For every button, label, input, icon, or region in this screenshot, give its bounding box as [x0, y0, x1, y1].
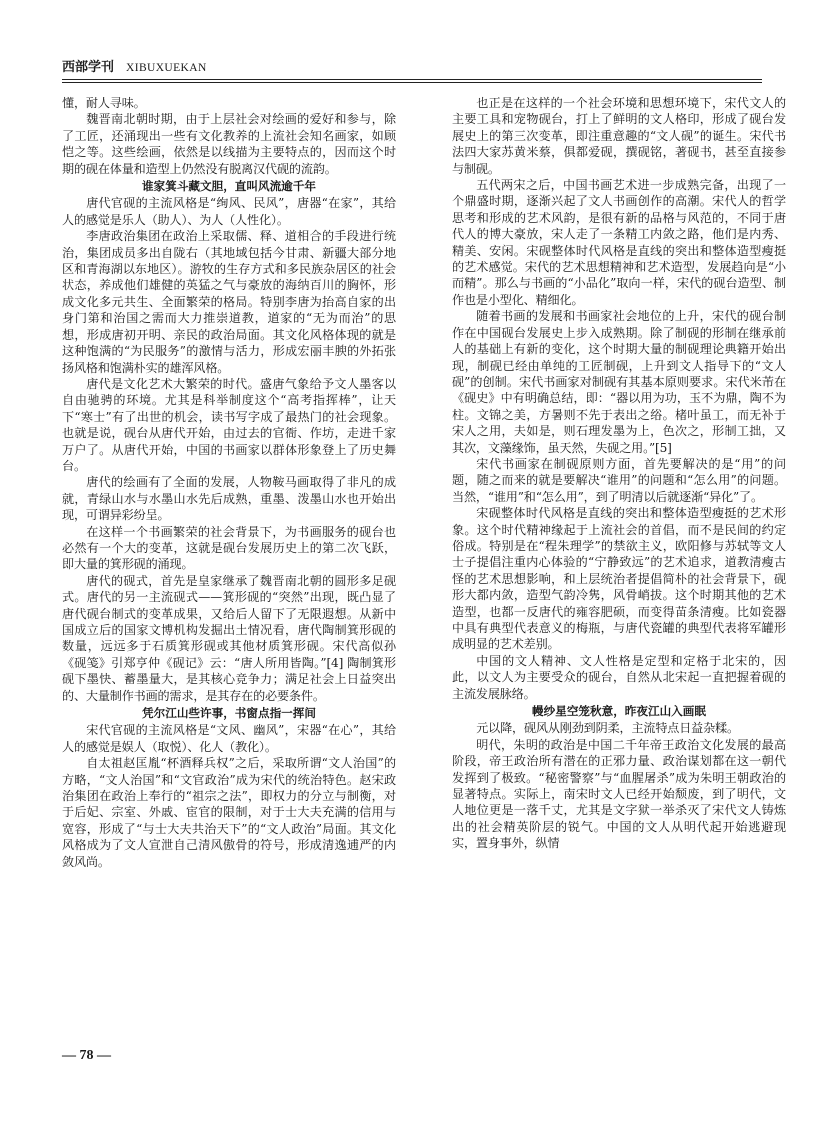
header-rule-thick — [62, 79, 762, 80]
running-header — [62, 56, 762, 78]
paragraph: 宋砚整体时代风格是直线的突出和整体造型瘦挺的艺术形象。这个时代精神缘起于上流社会的首倡，而不是民间的约定俗成。特别是在“程朱理学”的禁欲主义，欧阳修与苏轼等文人士子提倡注重内心体验的“宁静致远”的艺术追求，道教清瘦古怪的艺术思想影响，和上层统治者提倡简朴的社会背景下，砚形大都内敛，造型气韵冷隽，风骨峭拔。这个时期其他的艺术造型，也都一反唐代的雍容肥硕，而变得苗条清瘦。比如瓷器中具有典型代表意义的梅瓶，与唐代瓷罐的典型代表将军罐形成明显的艺术差别。 — [452, 506, 786, 652]
paragraph: 魏晋南北朝时期，由于上层社会对绘画的爱好和参与，除了工匠，还涌现出一些有文化教养的上流社会知名画家，如顾恺之等。这些绘画，依然是以线描为主要特点的，因而这个时期的砚在体量和造型上仍然没有脱离汉代砚的流韵。 — [62, 112, 396, 176]
page-number: — 78 — — [62, 1048, 111, 1063]
paragraph: 元以降，砚风从刚劲到阴柔，主流特点日益杂糅。 — [476, 721, 739, 736]
paragraph: 明代，朱明的政治是中国二千年帝王政治文化发展的最高阶段，帝王政治所有潜在的正邪力量、政治谋划都在这一朝代发挥到了极致。“秘密警察”与“血腥屠杀”成为朱明王朝政治的显著特点。实际上，南宋时文人已经开始颓废，到了明代，文人地位更是一落千丈，尤其是文字狱一举杀灭了宋代文人铸炼出的社会精英阶层的锐气。中国的文人从明代起开始逃避现实，置身事外，纵情 — [452, 737, 786, 851]
paragraph: 随着书画的发展和书画家社会地位的上升，宋代的砚台制作在中国砚台发展史上步入成熟期。除了制砚的形制在继承前人的基础上有新的变化，这个时期大量的制砚理论典籍开始出现，制砚已经由单纯的工匠制砚，上升到文人指导下的“文人砚”的创制。宋代书画家对制砚有其基本原则要求。宋代米芾在《砚史》中有明确总结，即：“器以用为功，玉不为鼎，陶不为柱。文锦之美，方暑则不先于表出之绤。楮叶虽工，而无补于宋人之用，夫如是，则石理发墨为上，色次之，形制工拙，又其次，文藻缘饰，虽天然，失砚之用。”[5] — [452, 309, 786, 455]
paragraph: 唐代的绘画有了全面的发展，人物鞍马画取得了非凡的成就，青绿山水与水墨山水先后成熟，重墨、泼墨山水也开始出现，可谓异彩纷呈。 — [62, 475, 396, 523]
paragraph: 自太祖赵匡胤“杯酒释兵权”之后，采取所谓“文人治国”的方略，“文人治国”和“文官政治”成为宋代的统治特色。赵宋政治集团在政治上奉行的“祖宗之法”，即权力的分立与制衡，对于后妃、宗室、外戚、宦官的限制，对于士大夫充满的信用与宽容，形成了“与士大夫共治天下”的“文人政治”局面。其文化风格成为了文人宣泄自己清风傲骨的符号，形成清逸逋严的内敛风尚。 — [62, 756, 396, 869]
paragraph: 懂，耐人寻味。 — [62, 96, 146, 110]
right-column — [452, 95, 786, 852]
paragraph: 唐代是文化艺术大繁荣的时代。盛唐气象给予文人墨客以自由驰骋的环境。尤其是科举制度这个“高考指挥棒”，让天下“寒士”有了出世的机会，读书写字成了最热门的社会现象。也就是说，砚台从唐代开始，由过去的官衙、作坊，走进千家万户了。从唐代开始，中国的书画家以群体形象登上了历史舞台。 — [62, 376, 396, 473]
paragraph: 中国的文人精神、文人性格是定型和定格于北宋的，因此，以文人为主要受众的砚台，自然从北宋起一直把握着砚的主流发展脉络。 — [452, 653, 786, 701]
paragraph: 唐代的砚式，首先是皇家继承了魏晋南北朝的圆形多足砚式。唐代的另一主流砚式——箕形砚的“突然”出现，既凸显了唐代砚台制式的变革成果，又给后人留下了无限遐想。从新中国成立后的国家文博机构发掘出土情况看，唐代陶制箕形砚的数量，远远多于石质箕形砚或其他材质箕形砚。宋代高似孙《砚笺》引郑亨仲《砚记》云：“唐人所用皆陶。”[4] 陶制箕形砚下墨快、蓄墨量大，是其核心竞争力；满足社会上日益突出的、大量制作书画的需求，是其存在的必要条件。 — [62, 573, 396, 703]
paragraph: 也正是在这样的一个社会环境和思想环境下，宋代文人的主要工具和宠物砚台，打上了鲜明的文人格印，形成了砚台发展史上的第三次变革，即注重意趣的“文人砚”的诞生。宋代书法四大家苏黄米蔡，俱都爱砚，撰砚铭，著砚书，甚至直接参与制砚。 — [452, 96, 786, 176]
header-rule-thin — [62, 82, 762, 83]
journal-title: 西部学刊 — [62, 60, 115, 75]
section-heading: 谁家箕斗藏文胆，直叫风流逾千年 — [142, 179, 316, 194]
section-heading: 凭尔江山些许事，书窗点指一挥间 — [142, 706, 316, 721]
paragraph: 在这样一个书画繁荣的社会背景下，为书画服务的砚台也必然有一个大的变革，这就是砚台发展历史上的第二次飞跃，即大量的箕形砚的涌现。 — [62, 524, 396, 572]
paragraph: 宋代书画家在制砚原则方面，首先要解决的是“用”的问题，随之而来的就是要解决“谁用”的问题和“怎么用”的问题。当然，“谁用”和“怎么用”，到了明清以后就逐渐“异化”了。 — [452, 456, 786, 504]
paragraph: 李唐政治集团在政治上采取儒、释、道相合的手段进行统治，集团成员多出自陇右（其地域包括今甘肃、新疆大部分地区和青海湖以东地区）。游牧的生存方式和多民族杂居区的社会状态，养成他们雄健的英猛之气与豪放的海纳百川的胸怀，形成文化多元共生、全面繁荣的格局。特别李唐为抬高自家的出身门第和治国之需而大力推崇道教，道家的“无为而治”的思想，形成唐初开明、亲民的政治局面。其文化风格体现的就是这种饱满的“为民服务”的激情与活力，形成宏丽丰腴的外拓张扬风格和饱满朴实的雄浑风格。 — [62, 229, 396, 375]
section-heading: 幔纱星空笼秋意，昨夜江山入画眠 — [532, 704, 706, 719]
paragraph: 五代两宋之后，中国书画艺术进一步成熟完备，出现了一个鼎盛时期，逐渐兴起了文人书画创作的高潮。宋代人的哲学思考和形成的艺术风韵，是很有新的品格与风范的，不同于唐代人的博大豪放，宋人走了一条精工内敛之路，他们是内秀、精美、安闲。宋砚整体时代风格是直线的突出和整体造型瘦挺的艺术感觉。宋代的艺术思想精神和艺术造型，发展趋向是“小而精”。那么与书画的“小品化”取向一样，宋代的砚台造型、制作也是小型化、精细化。 — [452, 178, 786, 307]
paragraph: 唐代官砚的主流风格是“绚风、民风”，唐器“在家”，其给人的感觉是乐人（助人）、为人（人性化）。 — [62, 196, 396, 227]
left-column — [62, 95, 396, 870]
journal-title-latin: XIBUXUEKAN — [126, 62, 207, 74]
paragraph: 宋代官砚的主流风格是“文风、幽风”，宋器“在心”，其给人的感觉是娱人（取悦）、化人（教化）。 — [62, 723, 396, 754]
